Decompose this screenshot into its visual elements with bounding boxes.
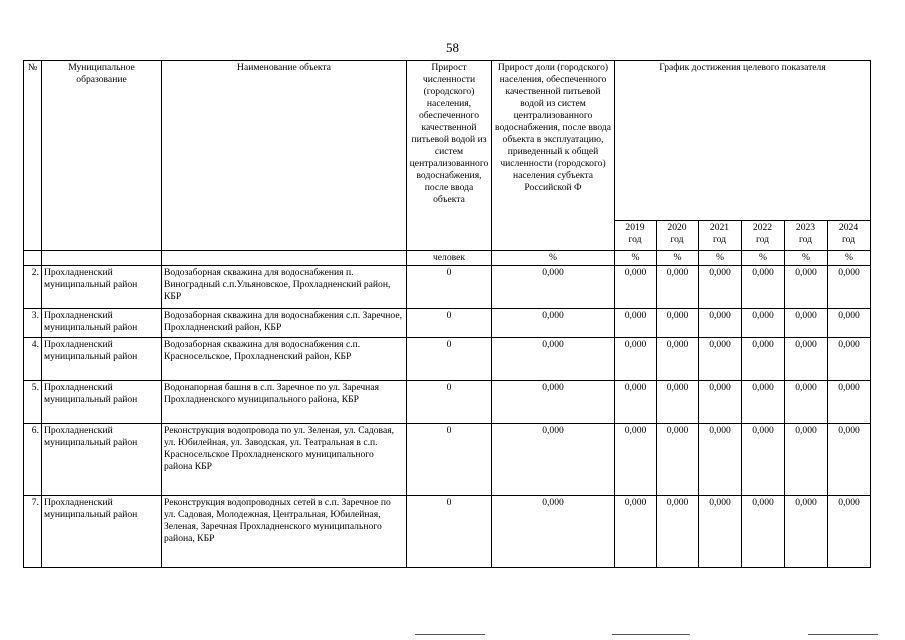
- unit-year: %: [615, 251, 657, 266]
- table-row: [24, 309, 871, 338]
- year-2019: 2019 год: [615, 221, 657, 251]
- row-year-value: 0,000: [699, 381, 742, 424]
- table-row: [24, 424, 871, 496]
- row-year-value: 0,000: [828, 424, 871, 496]
- row-share: 0,000: [492, 266, 615, 309]
- units-row: [24, 251, 871, 266]
- row-year-value: 0,000: [828, 309, 871, 338]
- header-growth-population: Прирост численности (городского) населения, обеспеченного качественной питьевой водой из систем централизованного водоснабжения, после ввода объекта: [407, 61, 492, 251]
- unit-year: %: [785, 251, 828, 266]
- row-people: 0: [407, 496, 492, 568]
- row-year-value: 0,000: [615, 266, 657, 309]
- row-people: 0: [407, 266, 492, 309]
- row-year-value: 0,000: [615, 338, 657, 381]
- row-municipality: Прохладненский муниципальный район: [42, 266, 162, 309]
- scan-line: [808, 634, 878, 635]
- row-object: Реконструкция водопроводных сетей в с.п. Заречное по ул. Садовая, Молодежная, Центральная, Юбилейная, Зеленая, Заречная Прохладненского муниципального района, КБР: [162, 496, 407, 568]
- row-year-value: 0,000: [828, 381, 871, 424]
- row-share: 0,000: [492, 424, 615, 496]
- row-share: 0,000: [492, 496, 615, 568]
- scan-line: [415, 634, 485, 635]
- row-num: 2.: [24, 266, 42, 309]
- unit-year: %: [657, 251, 699, 266]
- table-body: [24, 266, 871, 568]
- header-municipality: Муниципальное образование: [42, 61, 162, 251]
- table-row: [24, 496, 871, 568]
- row-year-value: 0,000: [699, 424, 742, 496]
- row-num: 7.: [24, 496, 42, 568]
- row-year-value: 0,000: [699, 496, 742, 568]
- row-year-value: 0,000: [828, 338, 871, 381]
- unit-share: %: [492, 251, 615, 266]
- row-year-value: 0,000: [615, 309, 657, 338]
- row-year-value: 0,000: [657, 424, 699, 496]
- table-header: [24, 61, 871, 266]
- row-year-value: 0,000: [615, 496, 657, 568]
- row-object: Водозаборная скважина для водоснабжения с.п. Красносельское, Прохладненский район, КБР: [162, 338, 407, 381]
- scan-line: [612, 634, 690, 635]
- table-row: [24, 338, 871, 381]
- row-num: 3.: [24, 309, 42, 338]
- row-people: 0: [407, 309, 492, 338]
- row-year-value: 0,000: [699, 309, 742, 338]
- table-row: [24, 266, 871, 309]
- row-municipality: Прохладненский муниципальный район: [42, 424, 162, 496]
- row-year-value: 0,000: [742, 309, 785, 338]
- unit-year: %: [828, 251, 871, 266]
- row-year-value: 0,000: [742, 424, 785, 496]
- row-municipality: Прохладненский муниципальный район: [42, 496, 162, 568]
- row-object: Водозаборная скважина для водоснабжения с.п. Заречное, Прохладненский район, КБР: [162, 309, 407, 338]
- row-municipality: Прохладненский муниципальный район: [42, 309, 162, 338]
- row-num: 6.: [24, 424, 42, 496]
- table-row: [24, 381, 871, 424]
- row-year-value: 0,000: [785, 338, 828, 381]
- row-year-value: 0,000: [785, 266, 828, 309]
- unit-year: %: [699, 251, 742, 266]
- row-year-value: 0,000: [785, 496, 828, 568]
- row-share: 0,000: [492, 338, 615, 381]
- row-object: Водозаборная скважина для водоснабжения п. Виноградный с.п.Ульяновское, Прохладненский район, КБР: [162, 266, 407, 309]
- row-year-value: 0,000: [657, 496, 699, 568]
- row-year-value: 0,000: [742, 381, 785, 424]
- row-year-value: 0,000: [785, 309, 828, 338]
- row-year-value: 0,000: [615, 424, 657, 496]
- unit-people: человек: [407, 251, 492, 266]
- year-2020: 2020 год: [657, 221, 699, 251]
- row-year-value: 0,000: [742, 338, 785, 381]
- page-number: 58: [446, 40, 459, 55]
- row-year-value: 0,000: [657, 266, 699, 309]
- data-table: [23, 60, 871, 568]
- row-people: 0: [407, 338, 492, 381]
- row-year-value: 0,000: [699, 266, 742, 309]
- year-2021: 2021 год: [699, 221, 742, 251]
- row-people: 0: [407, 381, 492, 424]
- row-object: Реконструкция водопровода по ул. Зеленая, ул. Садовая, ул. Юбилейная, ул. Заводская, ул. Театральная в с.п. Красносельское Прохладненского муниципального района КБР: [162, 424, 407, 496]
- year-2024: 2024 год: [828, 221, 871, 251]
- row-municipality: Прохладненский муниципальный район: [42, 381, 162, 424]
- row-year-value: 0,000: [657, 338, 699, 381]
- row-year-value: 0,000: [657, 381, 699, 424]
- unit-year: %: [742, 251, 785, 266]
- row-num: 4.: [24, 338, 42, 381]
- row-year-value: 0,000: [615, 381, 657, 424]
- row-year-value: 0,000: [785, 381, 828, 424]
- header-object: Наименование объекта: [162, 61, 407, 251]
- row-year-value: 0,000: [657, 309, 699, 338]
- row-year-value: 0,000: [742, 496, 785, 568]
- row-object: Водонапорная башня в с.п. Заречное по ул. Заречная Прохладненского муниципального района, КБР: [162, 381, 407, 424]
- row-municipality: Прохладненский муниципальный район: [42, 338, 162, 381]
- header-growth-share: Прирост доли (городского) населения, обеспеченного качественной питьевой водой из систем централизованного водоснабжения, после ввода объекта в эксплуатацию, приведенный к общей численности (городского) населения субъекта Российской Ф: [492, 61, 615, 251]
- row-num: 5.: [24, 381, 42, 424]
- row-year-value: 0,000: [828, 496, 871, 568]
- year-2023: 2023 год: [785, 221, 828, 251]
- row-year-value: 0,000: [699, 338, 742, 381]
- year-2022: 2022 год: [742, 221, 785, 251]
- row-people: 0: [407, 424, 492, 496]
- row-year-value: 0,000: [828, 266, 871, 309]
- row-share: 0,000: [492, 381, 615, 424]
- header-schedule: График достижения целевого показателя: [615, 61, 871, 221]
- row-year-value: 0,000: [742, 266, 785, 309]
- header-num: №: [24, 61, 42, 251]
- row-share: 0,000: [492, 309, 615, 338]
- row-year-value: 0,000: [785, 424, 828, 496]
